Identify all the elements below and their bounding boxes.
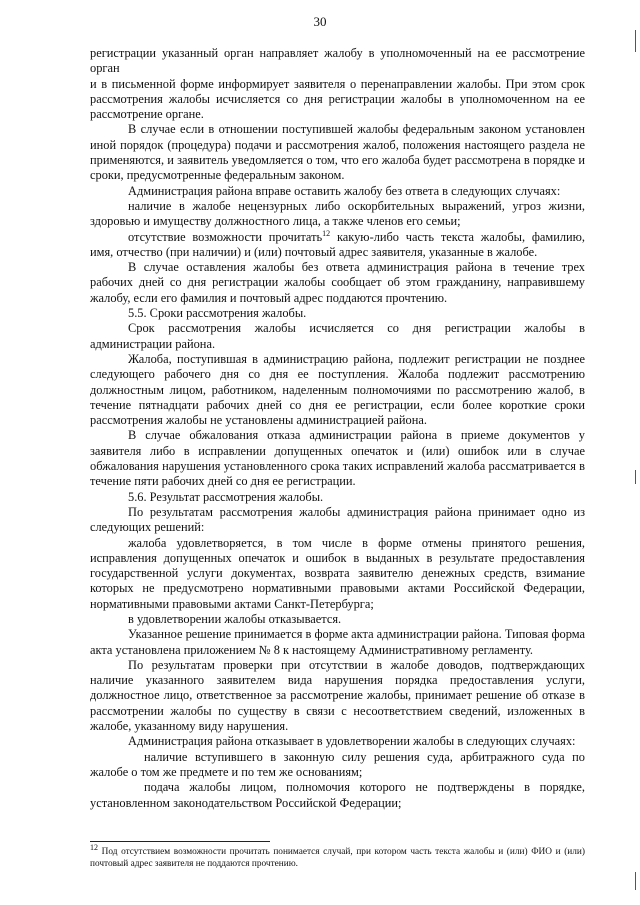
paragraph: регистрации указанный орган направляет жалобу в уполномоченный на ее рассмотрение орган (90, 46, 585, 76)
page-number: 30 (313, 14, 327, 29)
paragraph: Жалоба, поступившая в администрацию района, подлежит регистрации не позднее следующего рабочего дня со дня ее поступления. Жалоба подлежит рассмотрению должностным лицом, работником, наделенным полномочиями по рассмотрению жалоб, в течение пятнадцати рабочих дней со дня ее регистрации, если более короткие сроки рассмотрения жалобы не установлены администрацией района. (90, 351, 585, 428)
scan-edge-mark (635, 872, 636, 890)
paragraph: По результатам проверки при отсутствии в жалобе доводов, подтверждающих наличие указанного заявителем вида нарушения порядка предоставления услуги, должностное лицо, ответственное за рассмотрение жалобы, принимает решение об отказе в рассмотрении жалобы по существу в связи с несоответствием сведений, изложенных в жалобе, указанному виду нарушения. (90, 657, 585, 734)
paragraph: Указанное решение принимается в форме акта администрации района. Типовая форма акта установлена приложением № 8 к настоящему Административному регламенту. (90, 627, 586, 657)
paragraph: По результатам рассмотрения жалобы администрация района принимает одно из следующих решений: (90, 504, 585, 535)
paragraph-with-footnote-ref (90, 230, 585, 261)
paragraph-text: отсутствие возможности прочитать (128, 229, 323, 244)
section-heading: 5.5. Сроки рассмотрения жалобы. (128, 306, 307, 321)
document-body (90, 46, 585, 811)
footnote-divider (90, 841, 270, 842)
paragraph: В случае если в отношении поступившей жалобы федеральным законом установлен иной порядок (процедура) подачи и рассмотрения жалоб, положения настоящего раздела не применяются, и заявитель уведомляется о том, что его жалоба будет рассмотрена в порядке и сроки, предусмотренные федеральным законом. (90, 122, 585, 183)
paragraph: жалоба удовлетворяется, в том числе в форме отмены принятого решения, исправления допущенных опечаток и ошибок в выданных в результате предоставления государственной услуги документах, возврата заявителю денежных средств, взимание которых не предусмотрено нормативными правовыми актами Российской Федерации, нормативными правовыми актами Санкт-Петербурга; (90, 535, 585, 611)
paragraph: наличие в жалобе нецензурных либо оскорбительных выражений, угроз жизни, здоровью и имуществу должностного лица, а также членов его семьи; (90, 198, 585, 229)
scan-edge-mark (635, 30, 636, 52)
scan-edge-mark (635, 470, 636, 484)
paragraph: В случае оставления жалобы без ответа администрация района в течение трех рабочих дней со дня регистрации жалобы сообщает об этом гражданину, направившему жалобу, если его фамилия и почтовый адрес поддаются прочтению. (90, 260, 585, 305)
section-heading: 5.6. Результат рассмотрения жалобы. (128, 489, 324, 504)
paragraph: наличие вступившего в законную силу решения суда, арбитражного суда по жалобе о том же предмете и по тем же основаниям; (90, 749, 585, 779)
paragraph: Администрация района отказывает в удовлетворении жалобы в следующих случаях: (128, 734, 576, 749)
paragraph: Администрация района вправе оставить жалобу без ответа в следующих случаях: (128, 183, 561, 198)
paragraph: В случае обжалования отказа администрации района в приеме документов у заявителя либо в исправлении допущенных опечаток и (или) ошибок или в случае обжалования нарушения установленного срока таких исправлений жалоба рассматривается в течение пяти рабочих дней со дня ее регистрации. (90, 428, 585, 489)
footnote-mark: 12 (90, 842, 98, 852)
paragraph: и в письменной форме информирует заявителя о перенаправлении жалобы. При этом срок рассмотрения жалобы исчисляется со дня регистрации жалобы в уполномоченном на ее рассмотрение органе. (90, 76, 585, 122)
paragraph: Срок рассмотрения жалобы исчисляется со дня регистрации жалобы в администрации района. (90, 321, 585, 351)
paragraph: в удовлетворении жалобы отказывается. (128, 611, 342, 626)
paragraph: подача жалобы лицом, полномочия которого не подтверждены в порядке, установленном законодательством Российской Федерации; (90, 780, 585, 810)
footnote-text: Под отсутствием возможности прочитать понимается случай, при котором часть текста жалобы и (или) ФИО и (или) почтовый адрес заявителя не поддаются прочтению. (90, 847, 585, 869)
paragraph-text: какую-либо часть текста жалобы, фамилию, имя, отчество (при наличии) и (или) почтовый адрес заявителя, указанные в жалобе. (90, 229, 586, 259)
footnote (90, 842, 585, 870)
footnote-reference: 12 (322, 228, 331, 238)
